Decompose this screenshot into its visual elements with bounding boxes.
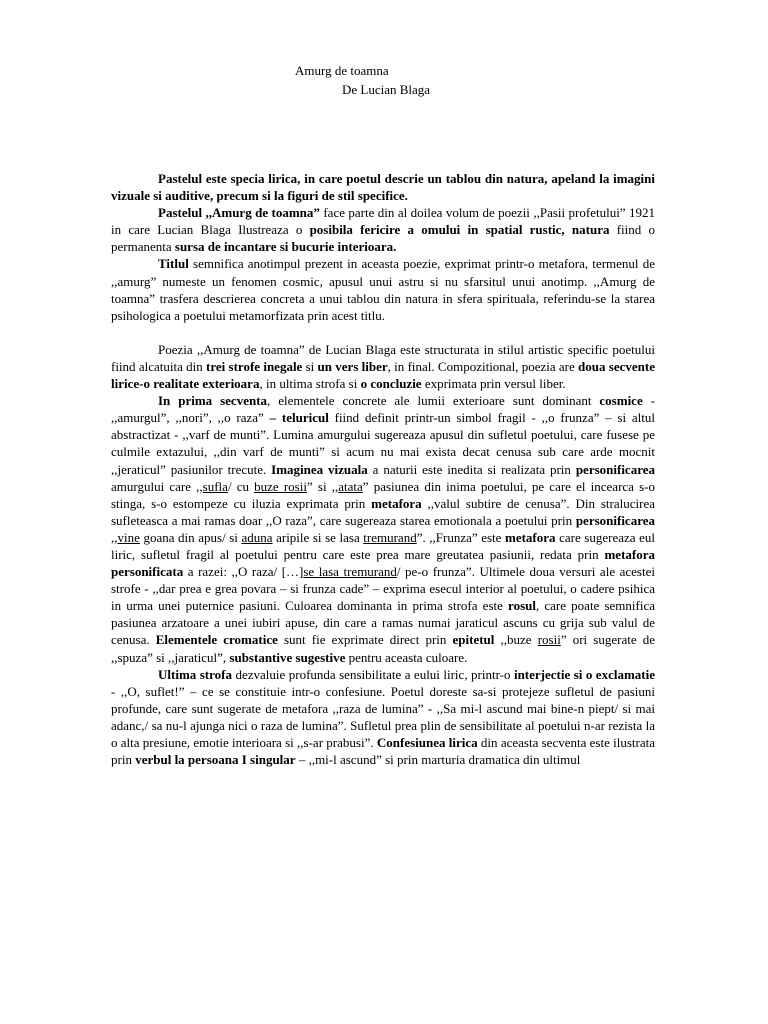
text-run: ” si ,,	[306, 478, 339, 494]
paragraph-intro	[111, 170, 655, 204]
bold-text: Ultima strofa	[158, 666, 232, 682]
poem-author: De Lucian Blaga	[342, 82, 431, 97]
paragraph-pastel	[111, 204, 655, 255]
bold-text: personificarea	[575, 461, 655, 477]
text-run: din aceasta secventa este ilustrata prin	[111, 735, 655, 768]
text-run: face parte din al doilea volum de poezii ,,Pasii profetului” 1921 in care Lucian Blaga Ilustreaza o	[111, 205, 655, 238]
text-run: - ,,O, suflet!” – ce se constituie intr-o confesiune. Poetul doreste sa-si protejeze sufletul de pasiuni profunde, care sunt sugerate de metafora ,,raza de lumina” - ,,Sa mi-l ascund mai bine-n piept/ si mai adanc,/ sa nu-l ajunga nici o raza de lumina”. Sufletul prea plin de sensibilitate al poetului n-ar rezista la o alta presiune, emotie interioara si ,,s-ar prabusi”.	[111, 683, 655, 750]
bold-text: sursa de incantare si bucurie interioara.	[174, 239, 397, 255]
text-run: , in ultima strofa si	[259, 376, 361, 392]
bold-text: metafora personificata	[111, 546, 655, 580]
text-run: ,,	[111, 529, 118, 545]
bold-text: Imaginea vizuala	[271, 461, 368, 477]
poem-title: Amurg de toamna	[295, 63, 389, 78]
bold-text: epitetul	[452, 632, 495, 648]
bold-text: Titlul	[158, 256, 189, 272]
underlined-text: vine	[117, 529, 140, 545]
underlined-text: aduna	[241, 529, 273, 545]
text-run: / cu	[227, 478, 255, 494]
underlined-text: rosii	[537, 632, 561, 648]
bold-text: Elementele cromatice	[155, 632, 278, 648]
underlined-text: sufla	[202, 478, 228, 494]
text-run: si	[302, 358, 318, 374]
underlined-text: buze rosii	[254, 478, 307, 494]
bold-text: personificarea	[575, 512, 655, 528]
bold-text: o concluzie	[360, 376, 422, 392]
text-run: / pe-o frunza”. Ultimele doua versuri ale acestei strofe - ,,dar prea e grea povara – si frunza cade” – exprima esecul interior al poetului, o cadere psihica in urma unei puternice pasiuni. Culoarea dominanta in prima strofa este	[111, 564, 655, 614]
text-run: a razei: ,,O raza/ […]	[183, 564, 304, 580]
underlined-text: atata	[338, 478, 363, 494]
text-run: exprimata prin versul liber.	[421, 376, 566, 392]
text-run: fiind definit printr-un simbol fragil - ,,o frunza” – si altul abstractizat - ,,varf de munti”. Lumina amurgului sugereaza apusul din sufletul poetului, care fusese pe culmile extazului, ,,din varf de munti” si acum nu mai exista decat cenusa sub care arde mocnit ,,jeraticul” pasiunilor trecute.	[111, 410, 655, 477]
bold-text: – teluricul	[269, 410, 329, 426]
bold-text: doua secvente lirice-o realitate exterioara	[111, 358, 655, 392]
text-run: ” pasiunea din inima poetului, pe care el incearca s-o stinga, s-o estompeze cu iluzia exprimata prin	[111, 478, 655, 511]
bold-text: substantive sugestive	[229, 649, 346, 665]
text-run: ,,buze	[494, 632, 538, 648]
bold-text: rosul	[508, 598, 536, 614]
text-run: , in final. Compozitional, poezia are	[387, 358, 579, 374]
text-run: ”. ,,Frunza” este	[416, 529, 505, 545]
underlined-text: tremurand	[363, 529, 417, 545]
essay-body	[111, 170, 655, 768]
bold-text: cosmice	[599, 393, 643, 409]
bold-text: posibila fericire a omului in spatial rustic, natura	[309, 222, 610, 238]
text-run: a naturii este inedita si realizata prin	[367, 461, 576, 477]
text-run: pentru aceasta culoare.	[345, 649, 468, 665]
text-run: ” ori sugerate de ,,spuza” si ,,jaraticul”,	[111, 632, 655, 665]
bold-text: In prima secventa	[158, 393, 268, 409]
bold-text: metafora	[371, 495, 422, 511]
bold-text: verbul la persoana I singular	[135, 752, 296, 768]
text-run: amurgului care ,,	[111, 478, 203, 494]
text-run: Poezia ,,Amurg de toamna” de Lucian Blaga este structurata in stilul artistic specific poetului fiind alcatuita din	[111, 341, 655, 374]
text-run: care sugereaza eul liric, sufletul fragil al poetului pentru care este prea mare greutatea pasiunii, redata prin	[111, 529, 655, 562]
bold-text: Pastelul este specia lirica, in care poetul descrie un tablou din natura, apeland la imagini vizuale si auditive, precum si la figuri de stil specifice.	[111, 171, 655, 204]
bold-text: trei strofe inegale	[206, 358, 303, 374]
text-run: aripile si se lasa	[272, 529, 364, 545]
bold-text: Confesiunea lirica	[376, 735, 478, 750]
text-run: sunt fie exprimate direct prin	[277, 632, 453, 648]
paragraph-title	[111, 255, 655, 323]
bold-text: interjectie si o exclamatie	[513, 666, 656, 682]
paragraph-last-strophe	[111, 666, 655, 769]
bold-text: un vers liber	[317, 358, 388, 374]
text-run: - ,,amurgul”, ,,nori”, ,,o raza”	[111, 393, 655, 426]
text-run: goana din apus/ si	[139, 529, 242, 545]
underlined-text: se lasa tremurand	[303, 564, 397, 580]
paragraph-structure	[111, 341, 655, 392]
text-run: dezvaluie profunda sensibilitate a eului liric, printr-o	[232, 666, 514, 682]
text-run: fiind o permanenta	[111, 222, 655, 255]
text-run: , elementele concrete ale lumii exterioare sunt dominant	[267, 393, 600, 409]
text-run: , care poate semnifica pasiunea arzatoare a unei iubiri apuse, din care a ramas numai jaraticul ascuns cu grija sub valul de cenusa.	[111, 598, 656, 648]
text-run: ,,valul subtire de cenusa”. Din stralucirea sufleteasca a mai ramas doar ,,O raza”, care sugereaza starea emotionala a poetului prin	[111, 495, 655, 528]
text-run: semnifica anotimpul prezent in aceasta poezie, exprimat printr-o metafora, termenul de ,,amurg” numeste un fenomen cosmic, apusul unui astru si nu sfarsitul unui anotimp. ,,Amurg de toamna” trasfera descrierea concreta a unui tablou din natura in sfera spirituala, referindu-se la starea psihologica a poetului metamorfizata prin acest titlu.	[111, 256, 655, 323]
text-run: – ,,mi-l ascund” si prin marturia dramatica din ultimul	[295, 752, 581, 768]
bold-text: metafora	[505, 529, 556, 545]
paragraph-first-sequence	[111, 392, 655, 666]
bold-text: Pastelul ,,Amurg de toamna”	[158, 205, 320, 221]
